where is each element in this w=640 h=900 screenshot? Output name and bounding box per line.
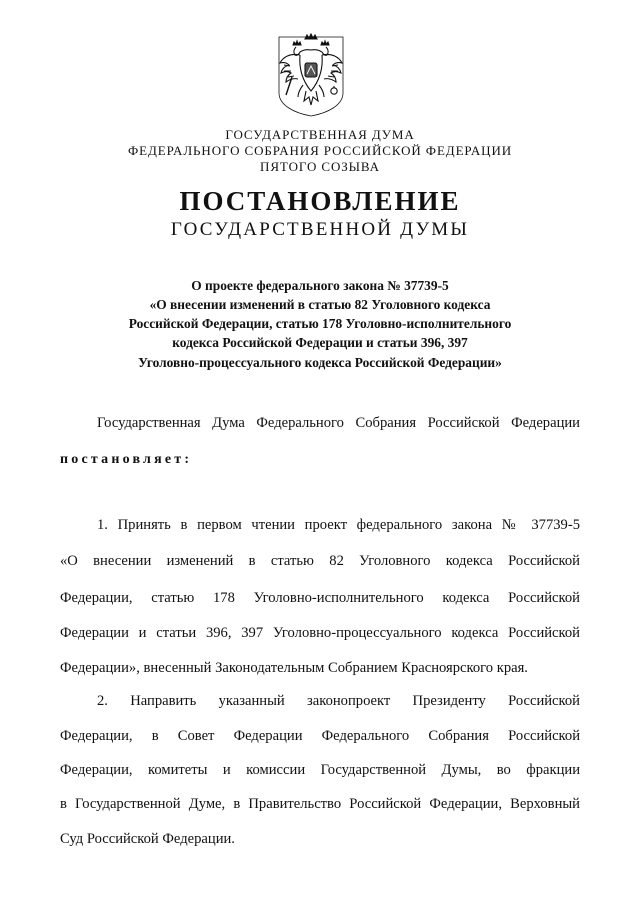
item-2-line-3: Федерации, комитеты и комиссии Государственной Думы, во фракции — [60, 762, 580, 778]
org-name-line-1: ГОСУДАРСТВЕННАЯ ДУМА — [225, 127, 415, 142]
document-title: ПОСТАНОВЛЕНИЕ — [179, 186, 461, 216]
subject-line-4: кодекса Российской Федерации и статьи 396, 397 — [172, 335, 468, 350]
subject-line-5: Уголовно-процессуального кодекса Российской Федерации» — [138, 355, 502, 370]
item-2-line-1: 2. Направить указанный законопроект Президенту Российской — [97, 693, 580, 709]
item-1-line-4: Федерации и статьи 396, 397 Уголовно-процессуального кодекса Российской — [60, 625, 580, 641]
item-1-line-3: Федерации, статью 178 Уголовно-исполнительного кодекса Российской — [60, 590, 580, 606]
item-2-line-4: в Государственной Думе, в Правительство Российской Федерации, Верховный — [60, 796, 580, 812]
item-1-line-1: 1. Принять в первом чтении проект федерального закона № 37739-5 — [97, 517, 580, 533]
preamble-text: Государственная Дума Федерального Собрания Российской Федерации — [97, 415, 580, 431]
item-1-line-2: «О внесении изменений в статью 82 Уголовного кодекса Российской — [60, 553, 580, 569]
subject-line-1: О проекте федерального закона № 37739-5 — [191, 278, 449, 293]
item-2-line-5: Суд Российской Федерации. — [60, 831, 235, 847]
resolves-label: постановляет: — [60, 452, 193, 467]
convocation-line: ПЯТОГО СОЗЫВА — [260, 159, 380, 174]
subject-line-3: Российской Федерации, статью 178 Уголовно-исполнительного — [128, 316, 512, 331]
org-name-line-2: ФЕДЕРАЛЬНОГО СОБРАНИЯ РОССИЙСКОЙ ФЕДЕРАЦИИ — [127, 143, 513, 158]
subject-line-2: «О внесении изменений в статью 82 Уголовного кодекса — [149, 297, 491, 312]
coat-of-arms-icon — [276, 33, 346, 117]
document-subtitle: ГОСУДАРСТВЕННОЙ ДУМЫ — [170, 219, 470, 240]
item-2-line-2: Федерации, в Совет Федерации Федерального Собрания Российской — [60, 728, 580, 744]
item-1-line-5: Федерации», внесенный Законодательным Собранием Красноярского края. — [60, 660, 528, 676]
